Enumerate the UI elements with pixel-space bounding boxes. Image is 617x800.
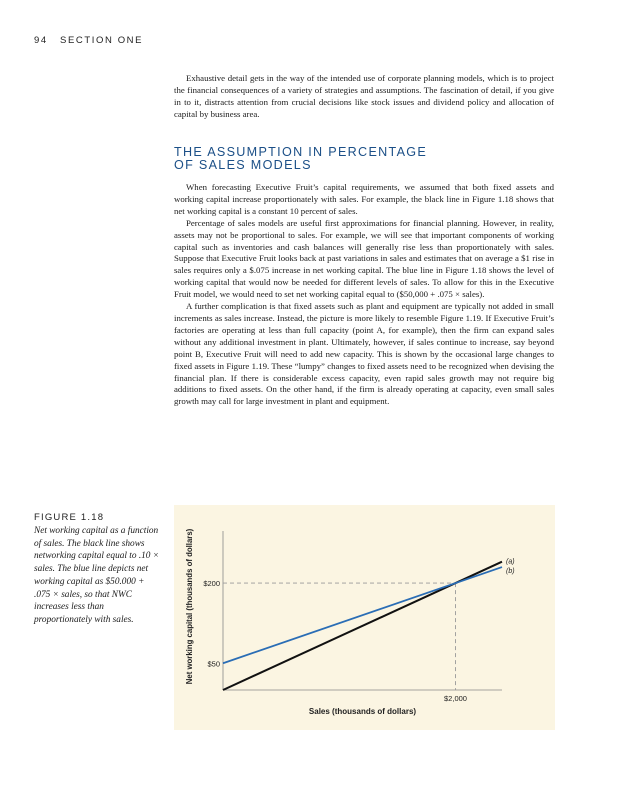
paragraph-2: Percentage of sales models are useful first approximations for financial planning. However, in reality, assets may not be proportional to sales. For example, we will see that important components of working capital such as inventories and cash balances will generally rise less than proportionately with sales. Suppose that Executive Fruit looks back at past variations in sales and estimates that on average a $1 rise in sales requires only a $.075 increase in net working capital. The blue line in Figure 1.18 shows the level of working capital that would now be needed for different levels of sales. To allow for this in the Executive Fruit model, we would need to set net working capital equal to ($50,000 + .075 × sales). bbox=[174, 217, 554, 300]
page-number: 94 bbox=[34, 35, 48, 46]
heading-line-2: OF SALES MODELS bbox=[174, 158, 312, 172]
y-tick-label: $50 bbox=[207, 659, 220, 669]
running-header bbox=[34, 35, 143, 46]
heading-line-1: THE ASSUMPTION IN PERCENTAGE bbox=[174, 145, 428, 159]
paragraph-1: When forecasting Executive Fruit’s capital requirements, we assumed that both fixed assets and working capital increase proportionately with sales. For example, the black line in Figure 1.18 shows that net working capital is a constant 10 percent of sales. bbox=[174, 182, 554, 216]
intro-block bbox=[174, 73, 554, 121]
figure-caption-block bbox=[34, 512, 162, 627]
series-line-b bbox=[223, 567, 502, 663]
section-body bbox=[174, 182, 554, 408]
y-axis-label: Net working capital (thousands of dollars) bbox=[185, 528, 194, 685]
chart-svg bbox=[174, 505, 555, 730]
series-label-b: (b) bbox=[506, 568, 515, 576]
intro-paragraph: Exhaustive detail gets in the way of the intended use of corporate planning models, which is to project the financial consequences of a variety of strategies and assumptions. The fascination of detail, if you give in to it, distracts attention from crucial decisions like stock issues and dividend policy and allocation of capital by business area. bbox=[174, 73, 554, 119]
paragraph-3: A further complication is that fixed assets such as plant and equipment are typically not added in small increments as sales increase. Instead, the picture is more likely to resemble Figure 1.19. If Executive Fruit’s factories are operating at less than full capacity (point A, for example), then the firm can expand sales without any additional investment in plant. Ultimately, however, if sales continue to increase, say beyond point B, Executive Fruit will need to add new capacity. This is shown by the occasional large changes to fixed assets in Figure 1.19. These “lumpy” changes to fixed assets need to be recognized when devising the financial plan. If there is considerable excess capacity, even rapid sales growth may not require big additions to fixed assets. On the other hand, if the firm is already operating at capacity, even small sales growth may call for large investment in plant and equipment. bbox=[174, 301, 554, 407]
figure-chart bbox=[174, 505, 555, 730]
y-tick-label: $200 bbox=[203, 579, 220, 589]
figure-caption: Net working capital as a function of sales. The black line shows networking capital equal to .10 × sales. The blue line depicts net working capital as $50.000 + .075 × sales, so that NWC increases less than proportionately with sales. bbox=[34, 526, 160, 625]
section-label: SECTION ONE bbox=[60, 35, 144, 46]
series-label-a: (a) bbox=[506, 558, 515, 566]
x-tick-label: $2,000 bbox=[444, 694, 467, 703]
section-heading bbox=[174, 146, 554, 172]
x-axis-label: Sales (thousands of dollars) bbox=[308, 707, 417, 716]
figure-label: FIGURE 1.18 bbox=[34, 512, 105, 523]
